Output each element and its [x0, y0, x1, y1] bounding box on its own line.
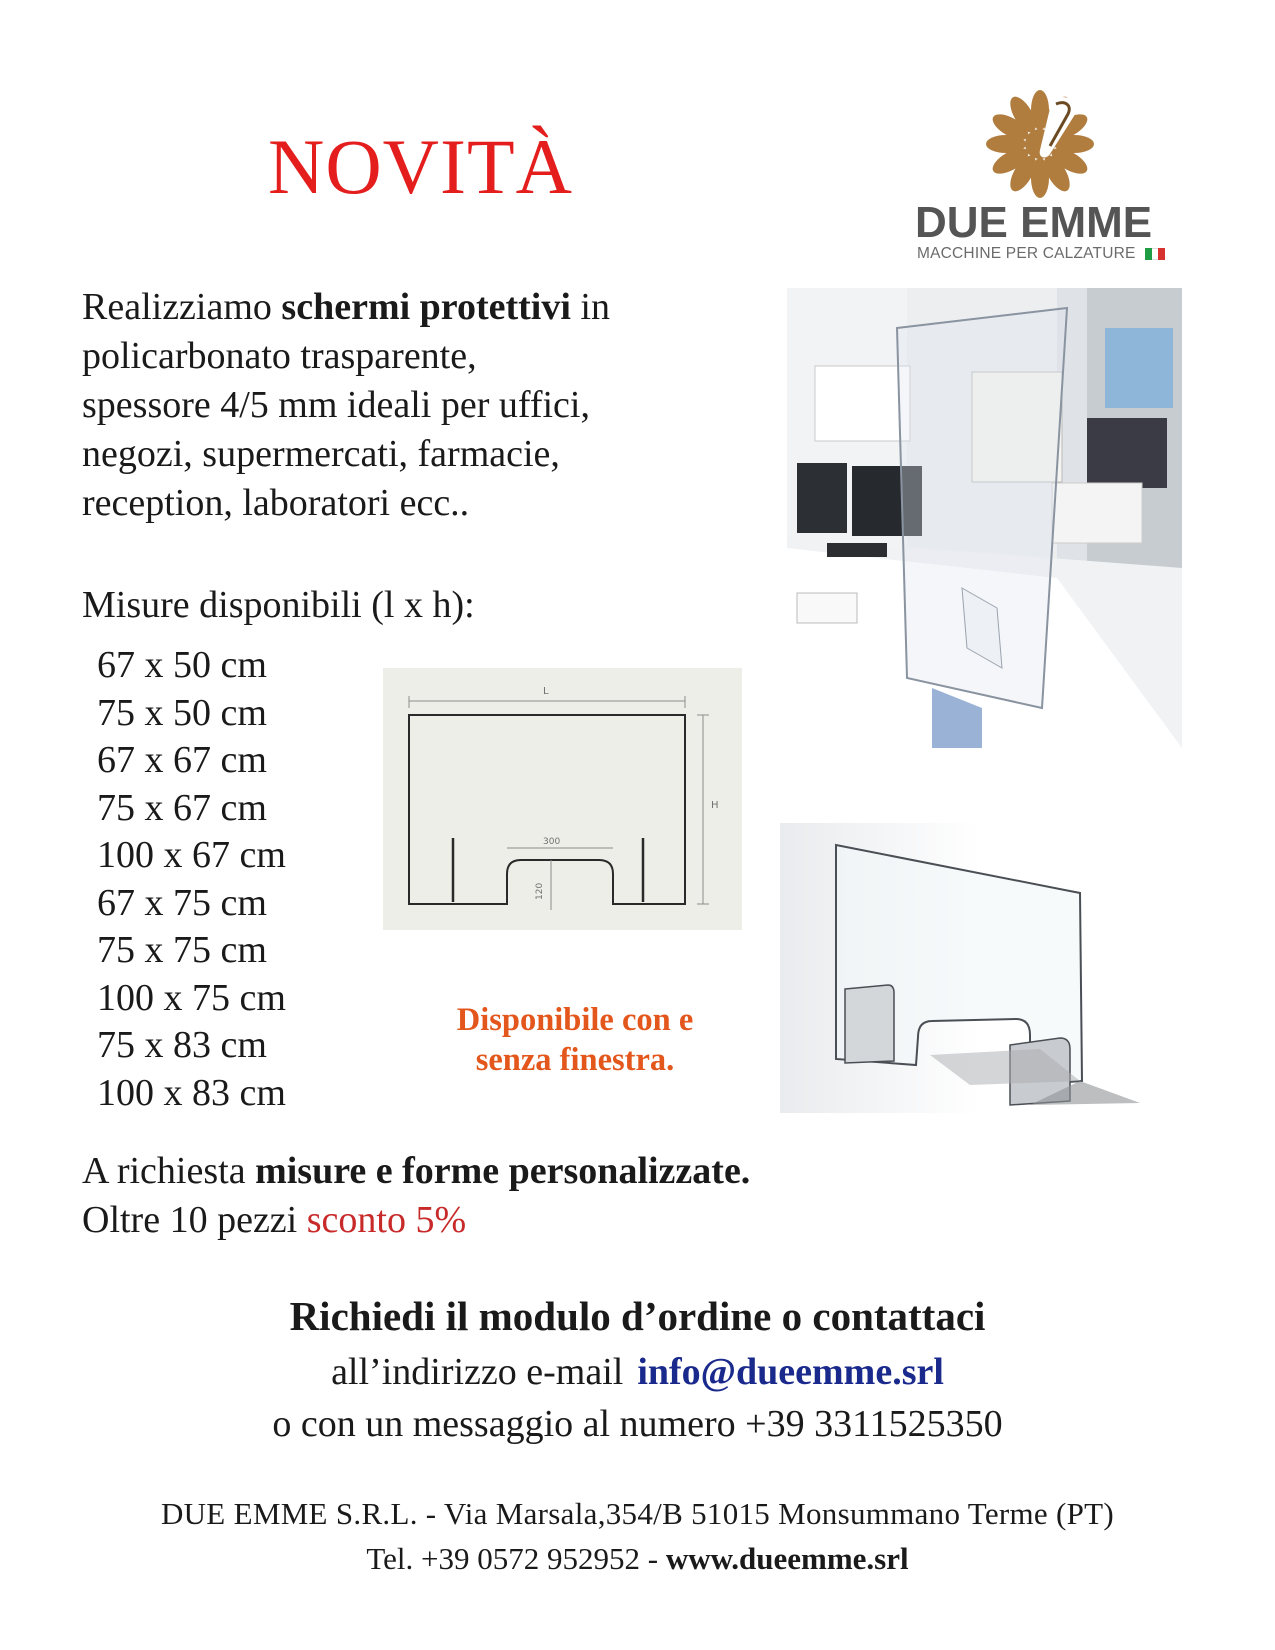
- discount-text: Oltre 10 pezzi: [82, 1199, 307, 1241]
- intro-highlight: schermi protettivi: [281, 286, 571, 328]
- window-availability-note: [425, 1000, 725, 1080]
- intro-line: spessore 4/5 mm ideali per uffici,: [82, 384, 590, 426]
- email-prefix: all’indirizzo e-mail: [331, 1351, 624, 1393]
- company-logo: [905, 88, 1180, 263]
- custom-highlight: misure e forme personalizzate.: [255, 1150, 751, 1192]
- email-line: [0, 1350, 1275, 1394]
- discount-highlight: sconto 5%: [306, 1199, 467, 1241]
- size-item: 67 x 50 cm: [97, 644, 267, 686]
- label-l: L: [543, 686, 549, 697]
- page-title: NOVITÀ: [268, 123, 573, 210]
- phone-line: o con un messaggio al numero +39 3311525350: [272, 1403, 1003, 1445]
- size-item: 75 x 75 cm: [97, 929, 267, 971]
- size-item: 67 x 67 cm: [97, 739, 267, 781]
- screen-render: [780, 823, 1182, 1113]
- technical-drawing: [383, 668, 742, 930]
- intro-text: Realizziamo: [82, 286, 282, 328]
- label-window-height: 120: [535, 882, 545, 900]
- call-to-action: Richiedi il modulo d’ordine o contattaci: [289, 1293, 986, 1339]
- intro-text: in: [570, 286, 610, 328]
- size-item: 75 x 50 cm: [97, 691, 267, 734]
- intro-line: negozi, supermercati, farmacie,: [82, 433, 560, 475]
- note-line: Disponibile con e: [456, 1002, 694, 1038]
- label-h: H: [711, 800, 719, 811]
- sizes-heading: Misure disponibili (l x h):: [82, 584, 475, 626]
- footer-tel: Tel. +39 0572 952952 -: [366, 1541, 666, 1576]
- website-link[interactable]: www.dueemme.srl: [665, 1541, 909, 1576]
- brand-tagline: MACCHINE PER CALZATURE: [917, 245, 1136, 262]
- intro-line: reception, laboratori ecc..: [82, 482, 470, 524]
- footer-address: DUE EMME S.R.L. - Via Marsala,354/B 51015 Monsummano Terme (PT): [160, 1496, 1115, 1531]
- size-item: 100 x 75 cm: [97, 976, 286, 1019]
- label-window-width: 300: [543, 837, 561, 847]
- size-item: 75 x 67 cm: [97, 786, 267, 829]
- footer-contacts: [0, 1541, 1275, 1577]
- sizes-list: [97, 642, 286, 1117]
- size-item: 67 x 75 cm: [97, 881, 267, 924]
- size-item: 100 x 83 cm: [97, 1071, 286, 1114]
- custom-text: A richiesta: [82, 1150, 256, 1192]
- flower-logo-icon: [980, 88, 1100, 203]
- size-item: 100 x 67 cm: [97, 834, 286, 876]
- brand-name: DUE EMME: [915, 198, 1153, 247]
- size-item: 75 x 83 cm: [97, 1024, 267, 1066]
- italian-flag-icon: [1145, 248, 1165, 260]
- intro-paragraph: [82, 283, 742, 528]
- email-link[interactable]: info@dueemme.srl: [637, 1351, 944, 1393]
- discount-line: [82, 1196, 466, 1245]
- intro-line: policarbonato trasparente,: [82, 335, 477, 377]
- custom-sizes-line: [82, 1147, 750, 1196]
- office-photo: [787, 288, 1182, 748]
- note-line: senza finestra.: [475, 1042, 675, 1078]
